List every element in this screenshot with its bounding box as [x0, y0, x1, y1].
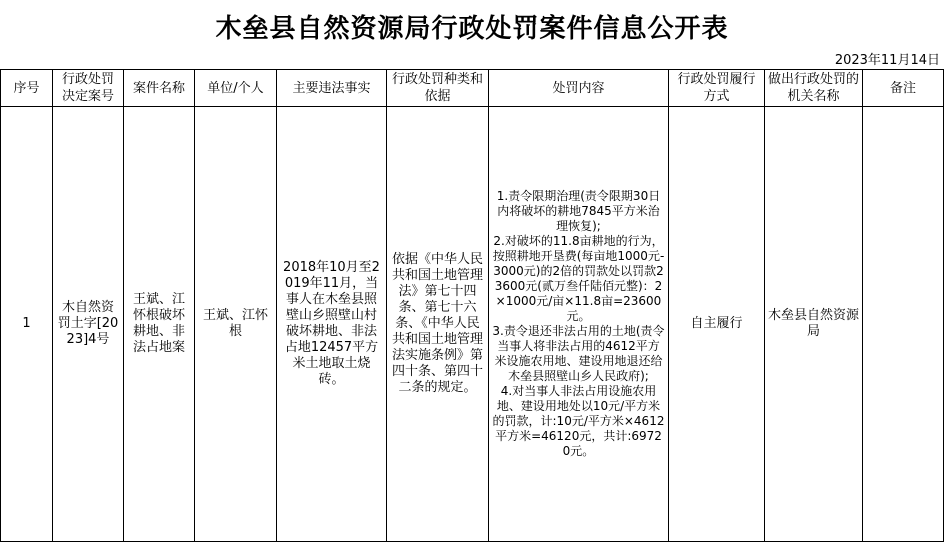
page-title: 木垒县自然资源局行政处罚案件信息公开表 — [215, 13, 729, 44]
content-item-2: 2.对破坏的11.8亩耕地的行为，按照耕地开垦费(每亩地1000元-3000元)的2倍的罚款处以罚款23600元(贰万叁仟陆佰元整)：2×1000元/亩×11.8亩=23600元。 — [492, 234, 665, 323]
table-row — [1, 107, 944, 542]
content-item-1: 1.责令限期治理(责令限期30日内将破坏的耕地7845平方米治理恢复); — [496, 189, 661, 233]
cell-method: 自主履行 — [669, 107, 765, 542]
header-case-no: 行政处罚决定案号 — [53, 70, 124, 107]
header-facts: 主要违法事实 — [277, 70, 387, 107]
header-method: 行政处罚履行方式 — [669, 70, 765, 107]
cell-agency: 木垒县自然资源局 — [765, 107, 863, 542]
cell-case-no: 木自然资罚土字[2023]4号 — [53, 107, 124, 542]
publish-date: 2023年11月14日 — [834, 53, 940, 68]
cell-case-name: 王斌、江怀根破坏耕地、非法占地案 — [124, 107, 195, 542]
content-item-3: 3.责令退还非法占用的土地(责令当事人将非法占用的4612平方米设施农用地、建设用地退还给木垒县照壁山乡人民政府); — [492, 324, 665, 383]
cell-index: 1 — [1, 107, 53, 542]
cell-remark — [863, 107, 944, 542]
table-header-row — [1, 70, 944, 107]
header-party: 单位/个人 — [195, 70, 277, 107]
header-agency: 做出行政处罚的机关名称 — [765, 70, 863, 107]
cell-basis: 依据《中华人民共和国土地管理法》第七十四条、第七十六条、《中华人民共和国土地管理法实施条例》第四十条、第四十二条的规定。 — [387, 107, 489, 542]
header-case-name: 案件名称 — [124, 70, 195, 107]
header-remark: 备注 — [863, 70, 944, 107]
cell-party: 王斌、江怀根 — [195, 107, 277, 542]
cell-content — [489, 107, 669, 542]
cell-facts: 2018年10月至2019年11月，当事人在木垒县照壁山乡照壁山村破坏耕地、非法占地12457平方米土地取土烧砖。 — [277, 107, 387, 542]
header-index: 序号 — [1, 70, 53, 107]
header-content: 处罚内容 — [489, 70, 669, 107]
content-item-4: 4.对当事人非法占用设施农用地、建设用地处以10元/平方米的罚款，计:10元/平方米×4612平方米=46120元，共计:69720元。 — [492, 384, 665, 458]
header-basis: 行政处罚种类和依据 — [387, 70, 489, 107]
penalty-table — [0, 69, 944, 542]
